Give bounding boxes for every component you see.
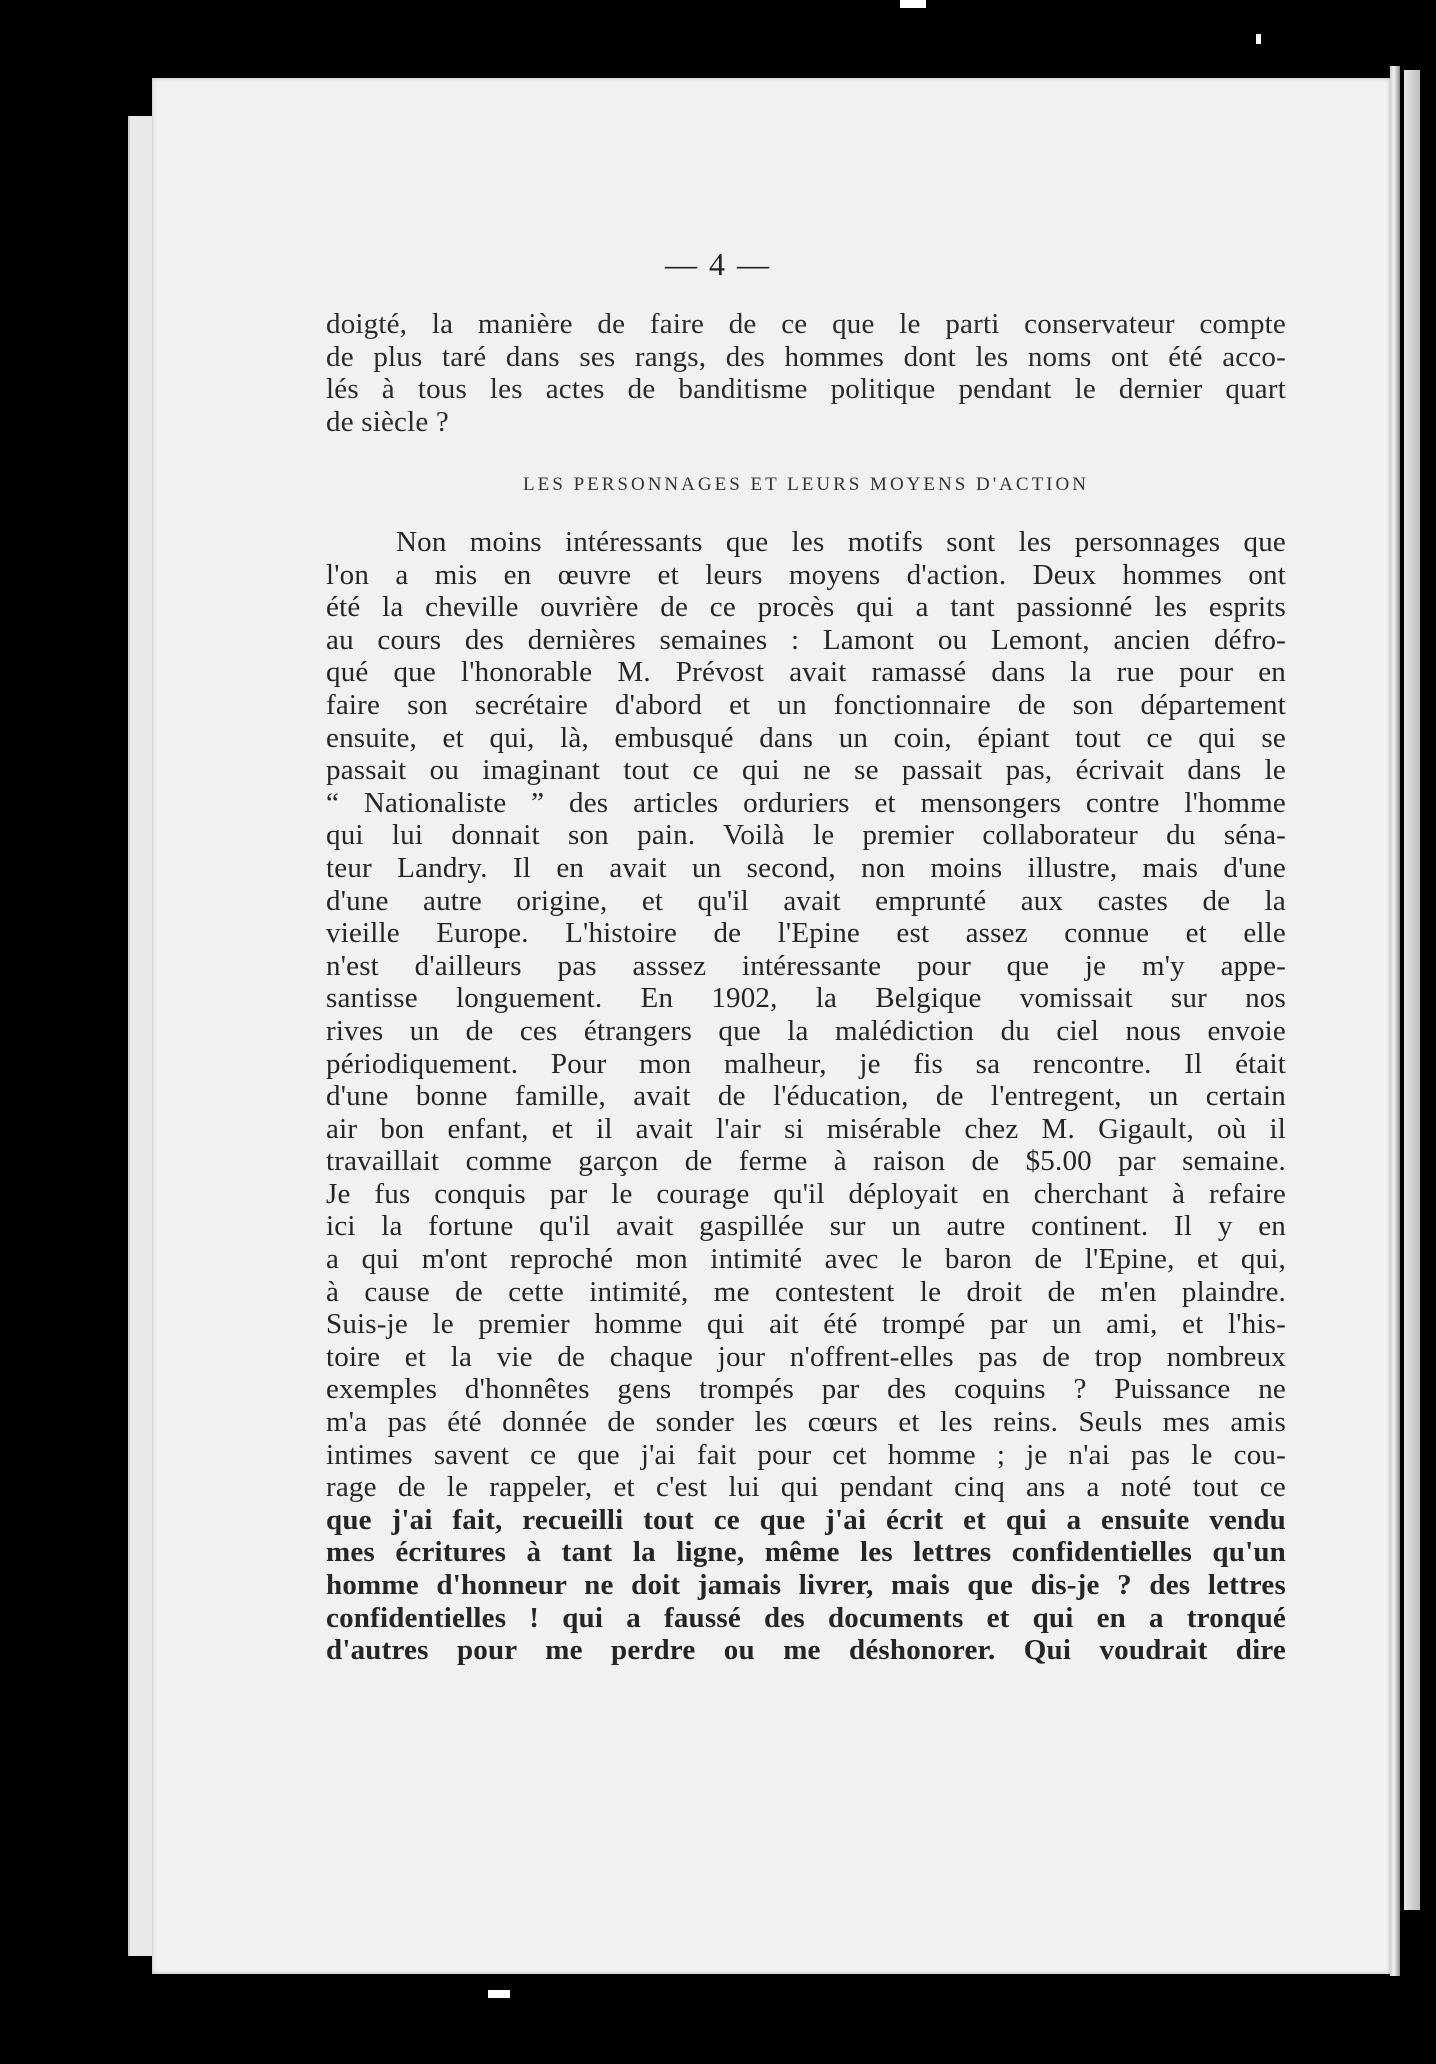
text-line: Je fus conquis par le courage qu'il déployait en cherchant à refaire	[326, 1177, 1286, 1210]
text-line: d'une bonne famille, avait de l'éducation, de l'entregent, un certain	[326, 1080, 1286, 1113]
scan-speck	[1256, 34, 1261, 44]
text-line: doigté, la manière de faire de ce que le parti conservateur compte	[326, 308, 1286, 340]
text-line: mes écritures à tant la ligne, même les lettres confidentielles qu'un	[326, 1536, 1286, 1569]
text-line: l'on a mis en œuvre et leurs moyens d'action. Deux hommes ont	[326, 558, 1286, 591]
text-line: périodiquement. Pour mon malheur, je fis sa rencontre. Il était	[326, 1047, 1286, 1080]
text-line: passait ou imaginant tout ce qui ne se passait pas, écrivait dans le	[326, 754, 1286, 787]
text-line: que j'ai fait, recueilli tout ce que j'ai écrit et qui a ensuite vendu	[326, 1503, 1286, 1536]
text-line: à cause de cette intimité, me contestent le droit de m'en plaindre.	[326, 1275, 1286, 1308]
section-heading: LES PERSONNAGES ET LEURS MOYENS D'ACTION	[523, 474, 1089, 495]
text-line: intimes savent ce que j'ai fait pour cet homme ; je n'ai pas le cou-	[326, 1438, 1286, 1471]
text-line: air bon enfant, et il avait l'air si misérable chez M. Gigault, où il	[326, 1112, 1286, 1145]
text-line: m'a pas été donnée de sonder les cœurs et les reins. Seuls mes amis	[326, 1406, 1286, 1439]
text-line: Non moins intéressants que les motifs sont les personnages que	[396, 526, 1286, 558]
paragraph-main	[326, 526, 1286, 1667]
text-line: vieille Europe. L'histoire de l'Epine est assez connue et elle	[326, 917, 1286, 950]
text-line: travaillait comme garçon de ferme à raison de $5.00 par semaine.	[326, 1145, 1286, 1178]
text-line: d'autres pour me perdre ou me déshonorer. Qui voudrait dire	[326, 1634, 1286, 1667]
text-line: ensuite, et qui, là, embusqué dans un coin, épiant tout ce qui se	[326, 721, 1286, 754]
paragraph-continuation	[326, 308, 1286, 438]
text-line: de siècle ?	[326, 405, 449, 438]
page-binding-edge	[1404, 70, 1420, 1910]
text-line: Suis-je le premier homme qui ait été trompé par un ami, et l'his-	[326, 1308, 1286, 1341]
text-line: “ Nationaliste ” des articles orduriers et mensongers contre l'homme	[326, 786, 1286, 819]
text-line: de plus taré dans ses rangs, des hommes dont les noms ont été acco-	[326, 340, 1286, 373]
page-number: — 4 —	[665, 246, 771, 282]
text-line: qué que l'honorable M. Prévost avait ramassé dans la rue pour en	[326, 656, 1286, 689]
page-right-edge	[1390, 66, 1400, 1976]
text-line: rage de le rappeler, et c'est lui qui pendant cinq ans a noté tout ce	[326, 1471, 1286, 1504]
text-line: ici la fortune qu'il avait gaspillée sur un autre continent. Il y en	[326, 1210, 1286, 1243]
text-line: d'une autre origine, et qu'il avait emprunté aux castes de la	[326, 884, 1286, 917]
text-line: lés à tous les actes de banditisme politique pendant le dernier quart	[326, 373, 1286, 406]
text-line: au cours des dernières semaines : Lamont ou Lemont, ancien défro-	[326, 623, 1286, 656]
text-line: faire son secrétaire d'abord et un fonctionnaire de son département	[326, 688, 1286, 721]
text-line: a qui m'ont reproché mon intimité avec le baron de l'Epine, et qui,	[326, 1243, 1286, 1276]
text-line: santisse longuement. En 1902, la Belgique vomissait sur nos	[326, 982, 1286, 1015]
text-line: rives un de ces étrangers que la malédiction du ciel nous envoie	[326, 1014, 1286, 1047]
text-line: n'est d'ailleurs pas asssez intéressante pour que je m'y appe-	[326, 949, 1286, 982]
scan-speck	[900, 0, 926, 8]
text-line: qui lui donnait son pain. Voilà le premier collaborateur du séna-	[326, 819, 1286, 852]
text-line: teur Landry. Il en avait un second, non moins illustre, mais d'une	[326, 851, 1286, 884]
text-line: exemples d'honnêtes gens trompés par des coquins ? Puissance ne	[326, 1373, 1286, 1406]
text-line: été la cheville ouvrière de ce procès qui a tant passionné les esprits	[326, 591, 1286, 624]
text-line: confidentielles ! qui a faussé des documents et qui en a tronqué	[326, 1601, 1286, 1634]
text-line: homme d'honneur ne doit jamais livrer, mais que dis-je ? des lettres	[326, 1569, 1286, 1601]
text-line: toire et la vie de chaque jour n'offrent-elles pas de trop nombreux	[326, 1340, 1286, 1373]
scan-speck	[488, 1990, 510, 1998]
